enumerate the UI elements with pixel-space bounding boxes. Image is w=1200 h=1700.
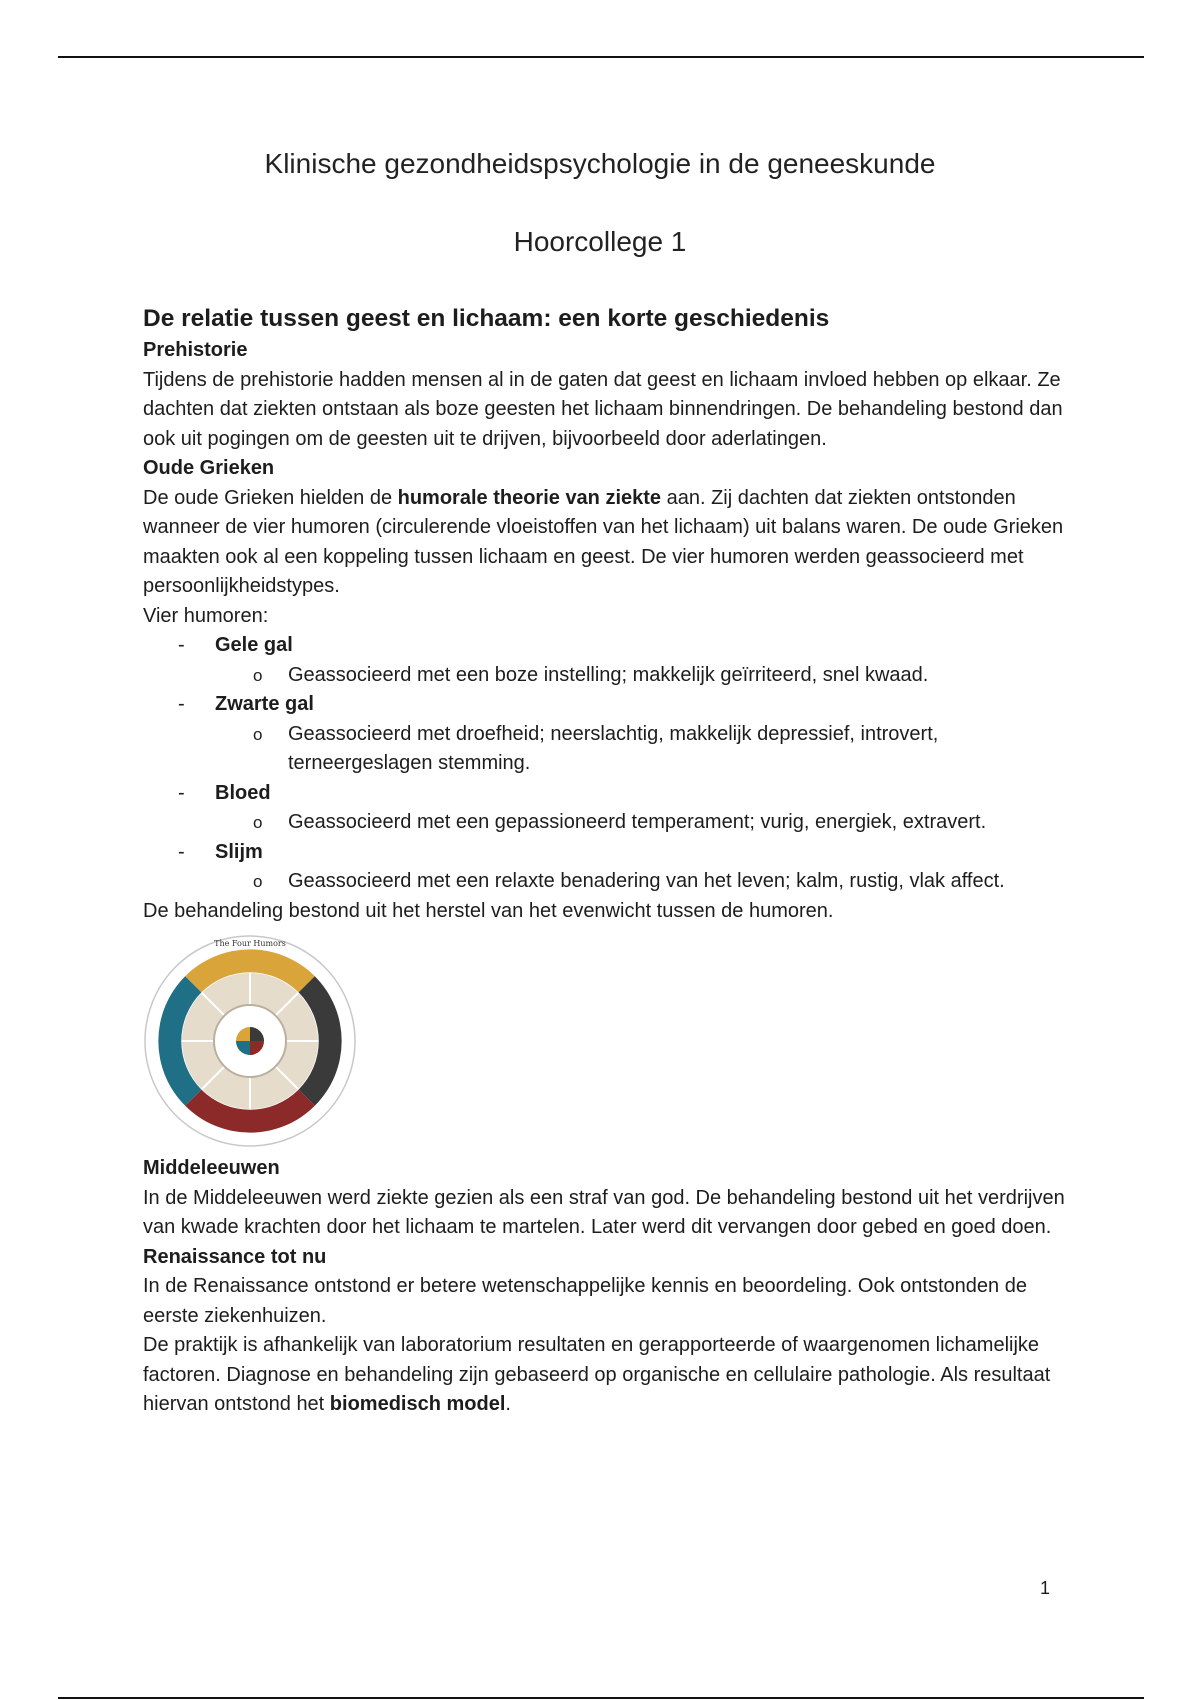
humor-item-bloed: - Bloed: [178, 781, 271, 804]
paragraph-behandeling-humoren: De behandeling bestond uit het herstel van het evenwicht tussen de humoren.: [143, 899, 834, 922]
wheel-title: The Four Humors: [214, 939, 286, 948]
four-humors-wheel-image: [143, 934, 357, 1148]
paragraph-renaissance-2: [143, 1331, 1073, 1420]
humor-name: Slijm: [215, 840, 263, 863]
humor-item-gele-gal: - Gele gal: [178, 634, 293, 656]
humor-desc: Geassocieerd met een gepassioneerd temperament; vurig, energiek, extravert.: [288, 811, 987, 833]
term-biomedisch-model: biomedisch model: [329, 1393, 506, 1415]
heading-middeleeuwen: Middeleeuwen: [143, 1157, 280, 1179]
section-title: De relatie tussen geest en lichaam: een korte geschiedenis: [143, 305, 830, 332]
humor-desc-zwarte-gal: o Geassocieerd met droefheid; neerslachtig, makkelijk depressief, introvert, terneergeslagen stemming.: [253, 722, 939, 774]
paragraph-renaissance-1: In de Renaissance ontstond er betere wetenschappelijke kennis en beoordeling. Ook ontstonden de eerste ziekenhuizen.: [143, 1275, 1027, 1327]
humor-name: Zwarte gal: [215, 693, 314, 715]
paragraph-prehistorie: Tijdens de prehistorie hadden mensen al in de gaten dat geest en lichaam invloed hebben op elkaar. Ze dachten dat ziekten ontstaan als boze geesten het lichaam binnendringen. De behandeling bestond dan ook uit pogingen om de geesten uit te drijven, bijvoorbeeld door aderlatingen.: [143, 368, 1063, 450]
paragraph-renaissance-part2: .: [505, 1393, 511, 1415]
paragraph-middeleeuwen: In de Middeleeuwen werd ziekte gezien als een straf van god. De behandeling bestond uit het verdrijven van kwade krachten door het lichaam te martelen. Later werd dit vervangen door gebed en goed doen.: [143, 1186, 1065, 1238]
paragraph-grieken-part2: aan. Zij dachten dat ziekten ontstonden wanneer de vier humoren (circulerende vloeistoffen van het lichaam) uit balans waren. De oude Grieken maakten ook al een koppeling tussen lichaam en geest. De vier humoren werden geassocieerd met persoonlijkheidstypes.: [143, 486, 1064, 597]
humor-desc: Geassocieerd met een boze instelling; makkelijk geïrriteerd, snel kwaad.: [288, 663, 929, 686]
humor-desc-gele-gal: o Geassocieerd met een boze instelling; makkelijk geïrriteerd, snel kwaad.: [253, 663, 929, 686]
header-rule: [58, 56, 1144, 58]
heading-prehistorie: Prehistorie: [143, 339, 248, 361]
paragraph-grieken-part1: De oude Grieken hielden de: [143, 486, 398, 509]
heading-oude-grieken: Oude Grieken: [143, 457, 275, 479]
paragraph-renaissance-part1: De praktijk is afhankelijk van laboratorium resultaten en gerapporteerde of waargenomen lichamelijke factoren. Diagnose en behandeling zijn gebaseerd op organische en cellulaire pathologie. Als resultaat hiervan ontstond het: [143, 1334, 1051, 1415]
page-number: 1: [1040, 1578, 1051, 1598]
document-title: Klinische gezondheidspsychologie in de geneeskunde: [264, 148, 936, 179]
humor-desc: Geassocieerd met een relaxte benadering van het leven; kalm, rustig, vlak affect.: [288, 870, 1005, 892]
footer-rule: [58, 1697, 1144, 1699]
humor-item-zwarte-gal: - Zwarte gal: [178, 693, 314, 715]
page-content: [143, 302, 1073, 1420]
humor-item-slijm: - Slijm: [178, 840, 263, 863]
paragraph-oude-grieken: [143, 484, 1073, 602]
humor-desc-bloed: o Geassocieerd met een gepassioneerd temperament; vurig, energiek, extravert.: [253, 811, 987, 833]
humor-desc-slijm: o Geassocieerd met een relaxte benadering van het leven; kalm, rustig, vlak affect.: [253, 870, 1005, 892]
document-subtitle: Hoorcollege 1: [513, 226, 687, 257]
humor-desc: Geassocieerd met droefheid; neerslachtig, makkelijk depressief, introvert, terneergeslagen stemming.: [288, 722, 939, 774]
heading-renaissance: Renaissance tot nu: [143, 1245, 327, 1268]
humor-name: Gele gal: [215, 634, 293, 656]
term-humorale-theorie: humorale theorie van ziekte: [397, 486, 662, 509]
list-intro-humoren: Vier humoren:: [143, 604, 269, 627]
humor-name: Bloed: [215, 781, 271, 804]
